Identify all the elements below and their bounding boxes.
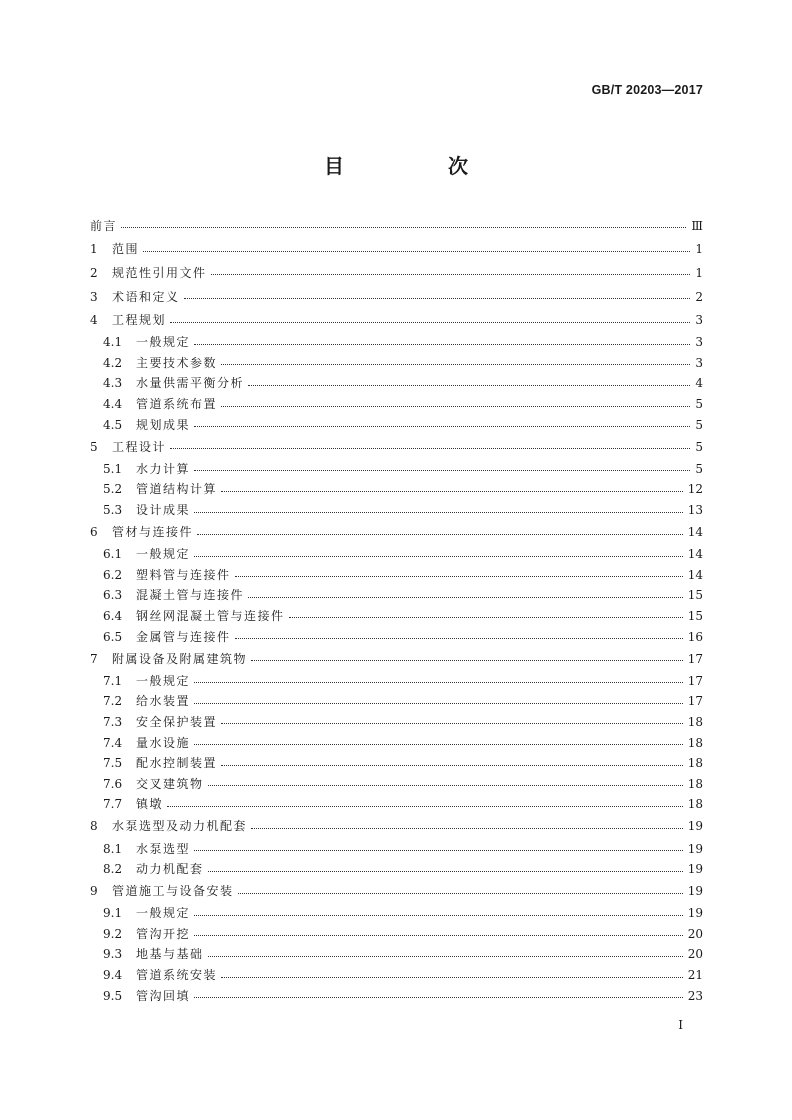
toc-entry-number: 6.3 [103, 588, 123, 603]
toc-entry-title: 术语和定义 [112, 289, 180, 304]
toc-entry-page: 21 [687, 968, 703, 983]
toc-entry-number: 8.2 [103, 862, 123, 877]
toc-entry-number: 5.1 [103, 461, 123, 476]
toc-entry-title: 一般规定 [136, 673, 191, 688]
toc-entry-page: Ⅲ [691, 218, 703, 233]
toc-entry-page: 16 [687, 629, 703, 644]
toc-dot-leader [194, 743, 683, 745]
toc-entry-number: 6.2 [103, 567, 123, 582]
toc-entry-page: 23 [687, 988, 703, 1003]
toc-dot-leader [194, 343, 690, 345]
toc-dot-leader [194, 702, 683, 704]
toc-entry-title: 管沟回填 [136, 988, 191, 1003]
toc-section-row[interactable] [90, 838, 703, 859]
toc-dot-leader [194, 849, 683, 851]
toc-entry-number: 4.4 [103, 397, 123, 412]
toc-section-row[interactable] [90, 394, 703, 415]
toc-entry-page: 3 [695, 355, 703, 370]
page-number: I [678, 1018, 683, 1032]
toc-entry-title: 一般规定 [136, 906, 191, 921]
toc-dot-leader [197, 533, 683, 535]
toc-entry-number: 9.2 [103, 926, 123, 941]
toc-section-row[interactable] [90, 944, 703, 965]
toc-dot-leader [221, 490, 683, 492]
toc-entry-title: 交叉建筑物 [136, 776, 204, 791]
toc-entry-page: 13 [687, 503, 703, 518]
toc-dot-leader [194, 934, 683, 936]
toc-entry-page: 17 [687, 694, 703, 709]
toc-section-row[interactable] [90, 903, 703, 924]
toc-chapter-row[interactable] [90, 238, 703, 262]
toc-chapter-row[interactable] [90, 214, 703, 238]
toc-chapter-row[interactable] [90, 879, 703, 903]
toc-dot-leader [221, 722, 683, 724]
toc-entry-page: 4 [695, 376, 703, 391]
toc-entry-title: 给水装置 [136, 694, 191, 709]
toc-dot-leader [143, 250, 690, 252]
toc-entry-number: 7.7 [103, 797, 123, 812]
toc-entry-title: 主要技术参数 [136, 355, 218, 370]
toc-dot-leader [170, 321, 690, 323]
toc-entry-page: 20 [687, 947, 703, 962]
toc-entry-number: 6.4 [103, 608, 123, 623]
toc-dot-leader [248, 596, 683, 598]
toc-section-row[interactable] [90, 373, 703, 394]
toc-entry-page: 5 [695, 461, 703, 476]
toc-entry-number: 9 [90, 884, 98, 899]
toc-entry-page: 1 [695, 242, 703, 257]
toc-chapter-row[interactable] [90, 435, 703, 459]
toc-entry-title: 动力机配套 [136, 862, 204, 877]
toc-entry-number: 2 [90, 265, 98, 280]
toc-entry-number: 5.2 [103, 482, 123, 497]
toc-entry-page: 5 [695, 439, 703, 454]
toc-entry-title: 管道结构计算 [136, 482, 218, 497]
toc-entry-page: 19 [687, 884, 703, 899]
toc-section-row[interactable] [90, 691, 703, 712]
toc-section-row[interactable] [90, 753, 703, 774]
toc-section-row[interactable] [90, 332, 703, 353]
toc-chapter-row[interactable] [90, 815, 703, 839]
toc-section-row[interactable] [90, 985, 703, 1006]
toc-dot-leader [251, 827, 683, 829]
toc-entry-number: 8 [90, 819, 98, 834]
toc-dot-leader [194, 511, 683, 513]
toc-entry-title: 一般规定 [136, 335, 191, 350]
toc-entry-page: 3 [695, 313, 703, 328]
toc-entry-page: 2 [695, 289, 703, 304]
toc-entry-number: 9.4 [103, 968, 123, 983]
toc-section-row[interactable] [90, 732, 703, 753]
toc-section-row[interactable] [90, 626, 703, 647]
toc-section-row[interactable] [90, 924, 703, 945]
toc-entry-number: 7.3 [103, 714, 123, 729]
toc-entry-page: 5 [695, 417, 703, 432]
toc-dot-leader [194, 425, 690, 427]
toc-entry-title: 设计成果 [136, 503, 191, 518]
toc-entry-number: 4.2 [103, 355, 123, 370]
table-of-contents [90, 214, 703, 1006]
toc-section-row[interactable] [90, 712, 703, 733]
toc-entry-page: 17 [687, 673, 703, 688]
toc-entry-page: 14 [687, 547, 703, 562]
toc-entry-title: 工程设计 [112, 439, 167, 454]
toc-entry-title: 钢丝网混凝土管与连接件 [136, 608, 285, 623]
toc-entry-number: 9.3 [103, 947, 123, 962]
toc-entry-page: 19 [687, 906, 703, 921]
toc-entry-title: 管材与连接件 [112, 525, 194, 540]
toc-entry-page: 19 [687, 841, 703, 856]
toc-entry-title: 金属管与连接件 [136, 629, 231, 644]
toc-entry-page: 1 [695, 265, 703, 280]
toc-entry-page: 18 [687, 756, 703, 771]
toc-dot-leader [211, 273, 690, 275]
toc-entry-title: 安全保护装置 [136, 714, 218, 729]
toc-entry-title: 管道系统布置 [136, 397, 218, 412]
toc-entry-title: 附属设备及附属建筑物 [112, 651, 248, 666]
toc-dot-leader [194, 996, 683, 998]
toc-section-row[interactable] [90, 585, 703, 606]
toc-entry-page: 18 [687, 735, 703, 750]
toc-entry-page: 3 [695, 335, 703, 350]
toc-entry-title: 规划成果 [136, 417, 191, 432]
toc-entry-page: 14 [687, 567, 703, 582]
toc-entry-title: 管沟开挖 [136, 926, 191, 941]
toc-entry-title: 镇墩 [136, 797, 164, 812]
toc-entry-page: 12 [687, 482, 703, 497]
toc-entry-title: 地基与基础 [136, 947, 204, 962]
toc-section-row[interactable] [90, 565, 703, 586]
toc-section-row[interactable] [90, 606, 703, 627]
toc-entry-page: 19 [687, 862, 703, 877]
toc-chapter-row[interactable] [90, 261, 703, 285]
toc-entry-title: 范围 [112, 242, 140, 257]
toc-entry-title: 水泵选型 [136, 841, 191, 856]
toc-dot-leader [235, 637, 683, 639]
toc-section-row[interactable] [90, 353, 703, 374]
toc-section-row[interactable] [90, 773, 703, 794]
toc-entry-page: 15 [687, 608, 703, 623]
toc-entry-number: 1 [90, 242, 98, 257]
toc-section-row[interactable] [90, 544, 703, 565]
toc-entry-title: 水量供需平衡分析 [136, 376, 245, 391]
toc-entry-number: 6.5 [103, 629, 123, 644]
toc-entry-title: 配水控制装置 [136, 756, 218, 771]
toc-dot-leader [121, 226, 686, 228]
toc-entry-number: 7.5 [103, 756, 123, 771]
toc-dot-leader [194, 555, 683, 557]
toc-section-row[interactable] [90, 414, 703, 435]
toc-dot-leader [194, 681, 683, 683]
toc-entry-title: 管道系统安装 [136, 968, 218, 983]
toc-entry-number: 8.1 [103, 841, 123, 856]
toc-dot-leader [221, 363, 690, 365]
toc-dot-leader [170, 447, 690, 449]
toc-section-row[interactable] [90, 794, 703, 815]
toc-entry-title: 一般规定 [136, 547, 191, 562]
toc-dot-leader [208, 955, 683, 957]
toc-dot-leader [208, 784, 683, 786]
toc-section-row[interactable] [90, 500, 703, 521]
toc-entry-number: 3 [90, 289, 98, 304]
standard-code: GB/T 20203—2017 [591, 83, 703, 97]
toc-dot-leader [194, 469, 690, 471]
toc-entry-page: 17 [687, 651, 703, 666]
page-title: 目 次 [324, 154, 510, 178]
toc-entry-page: 18 [687, 714, 703, 729]
toc-entry-number: 4.3 [103, 376, 123, 391]
toc-chapter-row[interactable] [90, 520, 703, 544]
toc-entry-title: 工程规划 [112, 313, 167, 328]
toc-entry-number: 4.1 [103, 335, 123, 350]
toc-dot-leader [221, 405, 690, 407]
toc-section-row[interactable] [90, 965, 703, 986]
toc-entry-title: 管道施工与设备安装 [112, 884, 234, 899]
toc-dot-leader [251, 659, 683, 661]
toc-section-row[interactable] [90, 479, 703, 500]
toc-dot-leader [167, 805, 683, 807]
toc-dot-leader [184, 297, 690, 299]
toc-entry-number: 5.3 [103, 503, 123, 518]
toc-entry-page: 5 [695, 397, 703, 412]
toc-entry-page: 15 [687, 588, 703, 603]
toc-dot-leader [235, 575, 683, 577]
toc-entry-title: 水泵选型及动力机配套 [112, 819, 248, 834]
toc-entry-title: 规范性引用文件 [112, 265, 207, 280]
toc-entry-page: 20 [687, 926, 703, 941]
toc-entry-page: 19 [687, 819, 703, 834]
toc-dot-leader [194, 914, 683, 916]
toc-entry-page: 14 [687, 525, 703, 540]
toc-entry-number: 7.2 [103, 694, 123, 709]
toc-entry-number: 4 [90, 313, 98, 328]
toc-entry-title: 量水设施 [136, 735, 191, 750]
toc-entry-page: 18 [687, 797, 703, 812]
toc-entry-title: 水力计算 [136, 461, 191, 476]
toc-entry-number: 9.5 [103, 988, 123, 1003]
toc-entry-number: 6.1 [103, 547, 123, 562]
toc-section-row[interactable] [90, 459, 703, 480]
toc-dot-leader [238, 892, 683, 894]
toc-entry-number: 7.1 [103, 673, 123, 688]
toc-entry-title: 塑料管与连接件 [136, 567, 231, 582]
toc-section-row[interactable] [90, 670, 703, 691]
toc-entry-page: 18 [687, 776, 703, 791]
toc-section-row[interactable] [90, 859, 703, 880]
toc-entry-number: 5 [90, 439, 98, 454]
toc-chapter-row[interactable] [90, 308, 703, 332]
toc-entry-number: 6 [90, 525, 98, 540]
toc-entry-number: 7.6 [103, 776, 123, 791]
toc-entry-number: 7.4 [103, 735, 123, 750]
toc-chapter-row[interactable] [90, 285, 703, 309]
toc-entry-title: 前言 [90, 218, 118, 233]
toc-dot-leader [208, 870, 683, 872]
toc-dot-leader [221, 976, 683, 978]
toc-dot-leader [248, 384, 690, 386]
toc-chapter-row[interactable] [90, 647, 703, 671]
toc-entry-number: 4.5 [103, 417, 123, 432]
toc-entry-number: 9.1 [103, 906, 123, 921]
toc-entry-title: 混凝土管与连接件 [136, 588, 245, 603]
toc-entry-number: 7 [90, 651, 98, 666]
toc-dot-leader [221, 764, 683, 766]
toc-dot-leader [289, 616, 683, 618]
